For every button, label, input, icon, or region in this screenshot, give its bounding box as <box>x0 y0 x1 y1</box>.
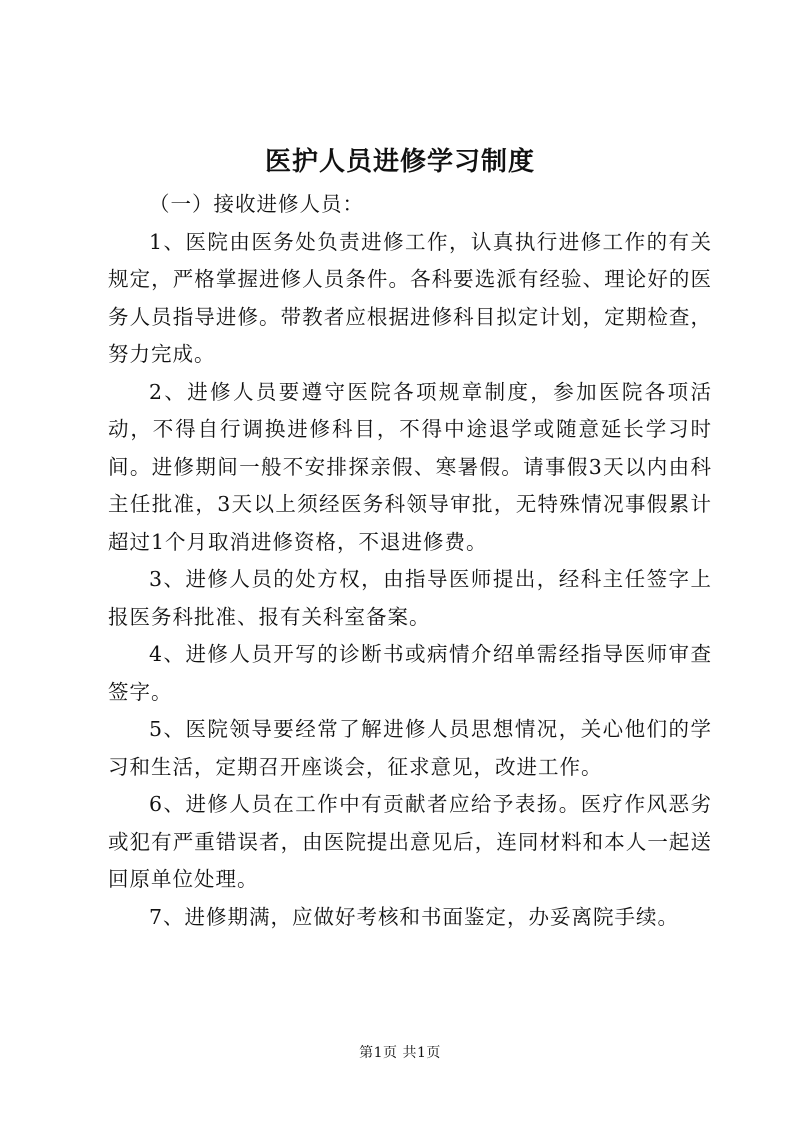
document-body <box>108 186 712 936</box>
paragraph-4: 4、进修人员开写的诊断书或病情介绍单需经指导医师审查签字。 <box>108 642 712 704</box>
paragraph-7: 7、进修期满，应做好考核和书面鉴定，办妥离院手续。 <box>149 904 680 929</box>
page-title: 医护人员进修学习制度 <box>264 147 535 177</box>
paragraph-6: 6、进修人员在工作中有贡献者应给予表扬。医疗作风恶劣或犯有严重错误者，由医院提出意见后，连同材料和本人一起送回原单位处理。 <box>108 792 712 891</box>
section-heading: （一）接收进修人员： <box>149 192 364 216</box>
paragraph-1: 1、医院由医务处负责进修工作，认真执行进修工作的有关规定，严格掌握进修人员条件。各科要选派有经验、理论好的医务人员指导进修。带教者应根据进修科目拟定计划，定期检查，努力完成。 <box>108 229 712 366</box>
paragraph-2: 2、进修人员要遵守医院各项规章制度，参加医院各项活动，不得自行调换进修科目，不得中途退学或随意延长学习时间。进修期间一般不安排探亲假、寒暑假。请事假3天以内由科主任批准，3天以上须经医务科领导审批，无特殊情况事假累计超过1个月取消进修资格，不退进修费。 <box>108 379 712 554</box>
paragraph-5: 5、医院领导要经常了解进修人员思想情况，关心他们的学习和生活，定期召开座谈会，征求意见，改进工作。 <box>108 717 712 779</box>
paragraph-3: 3、进修人员的处方权，由指导医师提出，经科主任签字上报医务科批准、报有关科室备案。 <box>108 567 712 629</box>
page-footer: 第1页 共1页 <box>359 1045 441 1061</box>
